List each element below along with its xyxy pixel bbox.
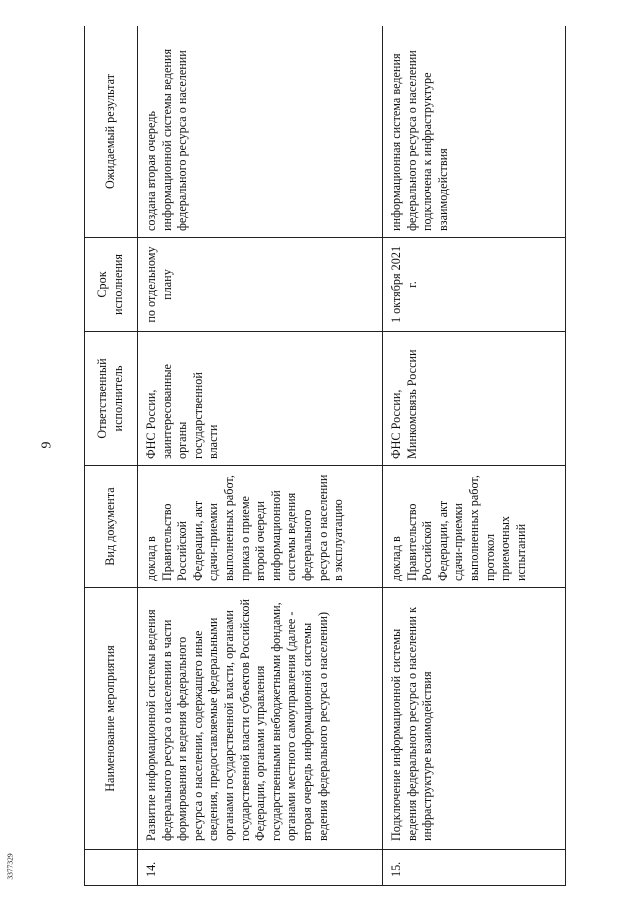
header-num	[85, 850, 138, 886]
expected-result: информационная система ведения федерального ресурса о населении подключена к инфраструктуре взаимодействия	[383, 26, 566, 238]
header-executor: Ответственный исполнитель	[85, 332, 138, 466]
table-row	[138, 26, 383, 886]
measure-name: Развитие информационной системы ведения федерального ресурса о населении в части формирования и ведения федерального ресурса о населении, содержащего иные сведения, предоставляемые федеральными органами государственной власти, органами государственной власти субъектов Российской Федерации, органами управления государственными внебюджетными фондами, органами местного самоуправления (далее - вторая очередь информационной системы ведения федерального ресурса о населении)	[138, 588, 383, 850]
header-result: Ожидаемый результат	[85, 26, 138, 238]
document-code-text: 3377329	[5, 853, 15, 880]
header-name: Наименование мероприятия	[85, 588, 138, 850]
page-number-text: 9	[39, 441, 55, 449]
header-deadline: Срок исполнения	[85, 238, 138, 332]
table-row	[383, 26, 566, 886]
landscape-table-page	[84, 26, 572, 886]
header-doc-type: Вид документа	[85, 466, 138, 588]
table-header-row	[85, 26, 138, 886]
document-code	[4, 838, 16, 898]
responsible-executor: ФНС России, Минкомсвязь России	[383, 332, 566, 466]
row-number: 14.	[138, 850, 383, 886]
expected-result: создана вторая очередь информационной системы ведения федерального ресурса о населении	[138, 26, 383, 238]
deadline: по отдельному плану	[138, 238, 383, 332]
deadline: 1 октября 2021 г.	[383, 238, 566, 332]
responsible-executor: ФНС России, заинтересованные органы государственной власти	[138, 332, 383, 466]
page-number	[39, 437, 55, 453]
rotated-table-area	[84, 26, 572, 886]
document-type: доклад в Правительство Российской Федерации, акт сдачи-приемки выполненных работ, протокол приемочных испытаний	[383, 466, 566, 588]
measure-name: Подключение информационной системы ведения федерального ресурса о населении к инфраструктуре взаимодействия	[383, 588, 566, 850]
row-number: 15.	[383, 850, 566, 886]
document-type: доклад в Правительство Российской Федерации, акт сдачи-приемки выполненных работ, приказ о приеме второй очереди информационной системы ведения федерального ресурса о населении в эксплуатацию	[138, 466, 383, 588]
measures-table	[84, 26, 566, 886]
